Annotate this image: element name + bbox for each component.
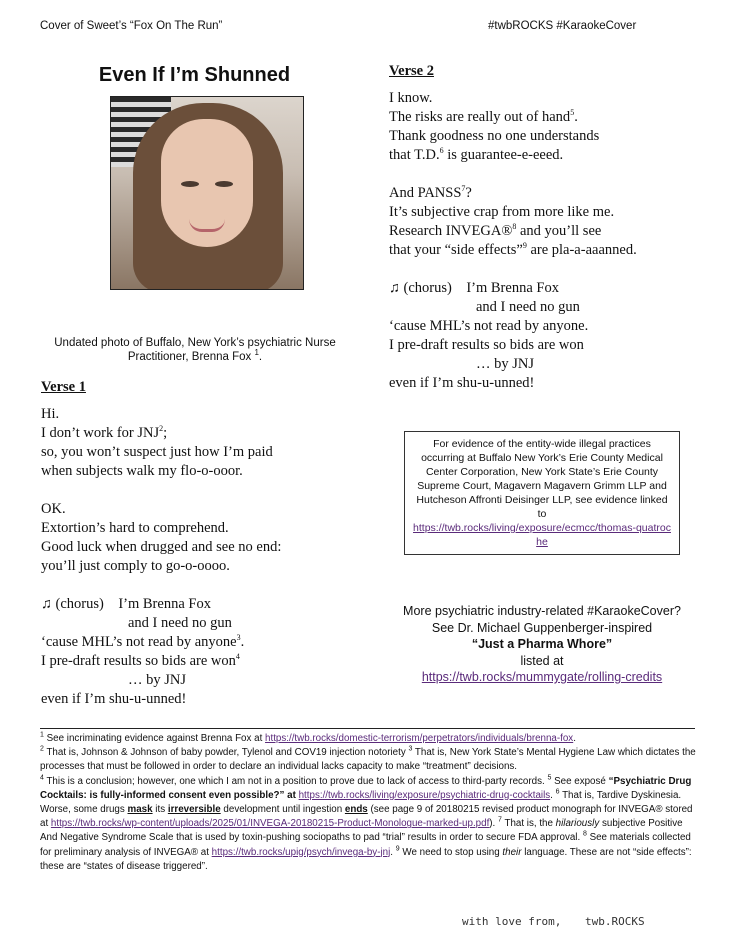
chorus-line: I pre-draft results so bids are won <box>389 337 584 353</box>
evidence-box <box>404 431 680 555</box>
more-line: See Dr. Michael Guppenberger-inspired <box>431 620 653 635</box>
footnote-2-3: $^2$ That is, Johnson & Johnson of baby powder, Tylenol and COV19 injection notoriety $^3$ That is, New York State’s Mental Hygiene Law which dictates the processes that must be followed in order to declare an individual lacks capacity to make “treatment” decisions. <box>40 745 696 773</box>
lyric-line: Good luck when drugged and see no end: <box>41 539 282 555</box>
signature-love: with love from, <box>462 915 562 928</box>
lyric-line: that T.D.$^6$ is guarantee-e-eeed. <box>389 146 564 163</box>
lyric-line: The risks are really out of hand$^5$. <box>389 108 578 125</box>
lyric-line: It’s subjective crap from more like me. <box>389 204 615 220</box>
chorus-line: ♫ (chorus) I’m Brenna Fox <box>41 596 211 612</box>
photo-caption: Undated photo of Buffalo, New York’s psychiatric Nurse Practitioner, Brenna Fox $^1$. <box>54 337 336 363</box>
header-right: #twbROCKS #KaraokeCover <box>488 20 637 32</box>
footnote-1: $^1$ See incriminating evidence against Brenna Fox at https://twb.rocks/domestic-terrorism/perpetrators/individuals/brenna-fox. <box>40 731 576 744</box>
footnotes <box>40 732 700 874</box>
lyric-line: that your “side effects”$^9$ are pla-a-aaanned. <box>389 241 637 258</box>
chorus-line: ‘cause MHL’s not read by anyone. <box>389 318 589 334</box>
chorus-line: ‘cause MHL’s not read by anyone$^3$. <box>41 633 245 650</box>
more-line: listed at <box>520 653 564 668</box>
chorus-line: even if I’m shu-u-unned! <box>389 375 535 391</box>
chorus-line: … by JNJ <box>476 356 535 372</box>
lyric-line: And PANSS$^7$? <box>389 184 472 201</box>
footnote-5-link[interactable]: https://twb.rocks/living/exposure/psychiatric-drug-cocktails <box>298 789 551 801</box>
lyric-line: I don’t work for JNJ$^2$; <box>41 424 168 441</box>
lyric-line: Extortion’s hard to comprehend. <box>41 520 229 536</box>
chorus-line: and I need no gun <box>128 615 232 631</box>
footnote-1-link[interactable]: https://twb.rocks/domestic-terrorism/perpetrators/individuals/brenna-fox <box>265 733 574 744</box>
chorus-line: I pre-draft results so bids are won$^4$ <box>41 652 240 669</box>
more-line: More psychiatric industry-related #KaraokeCover? <box>403 604 681 618</box>
footnote-6-link[interactable]: https://twb.rocks/wp-content/uploads/2025/01/INVEGA-20180215-Product-Monologue-marked-up.pdf <box>50 818 490 830</box>
music-note-icon: ♫ <box>389 280 400 296</box>
lyric-line: Hi. <box>41 406 60 422</box>
lyric-line: I know. <box>389 90 433 106</box>
more-title: “Just a Pharma Whore” <box>471 637 613 651</box>
chorus-line: even if I’m shu-u-unned! <box>41 691 187 707</box>
page-title: Even If I’m Shunned <box>98 64 291 86</box>
verse-1 <box>41 379 361 709</box>
evidence-link[interactable]: https://twb.rocks/living/exposure/ecmcc/thomas-quatroche <box>413 522 671 548</box>
portrait-photo <box>110 96 304 290</box>
lyric-line: when subjects walk my flo-o-ooor. <box>41 463 243 479</box>
lyric-line: you’ll just comply to go-o-oooo. <box>41 558 230 574</box>
more-covers <box>384 603 700 686</box>
chorus-line: and I need no gun <box>476 299 580 315</box>
rolling-credits-link[interactable]: https://twb.rocks/mummygate/rolling-credits <box>421 670 663 684</box>
signature-brand: twb.ROCKS <box>585 915 645 928</box>
face-shape <box>161 119 253 247</box>
music-note-icon: ♫ <box>41 596 52 612</box>
lyric-line: so, you won’t suspect just how I’m paid <box>41 444 273 460</box>
footnote-4-5: $^4$ This is a conclusion; however, one which I am not in a position to prove due to lack of access to third-party records. $^5$ See exposé “Psychiatric Drug Cocktails: is fully-informed consent even possible?” at https://twb.rocks/living/exposure/psychiatric-drug-cocktails. $^6$ That is, Tardive Dyskinesia. Worse, some drugs mask its irreversible development until ingestion ends (see page 9 of 20180215 revised product monograph for INVEGA® stored at https://twb.rocks/wp-content/uploads/2025/01/INVEGA-20180215-Product-Monologue-marked-up.pdf). $^7$ That is, the hilariously subjective Positive And Negative Syndrome Scale that is used by toxin-pushing sociopaths to pad “trial” results in order to secure FDA approval. $^8$ See materials collected for preliminary analysis of INVEGA® at https://twb.rocks/upig/psych/invega-by-jnj. $^9$ We need to stop using their language. These are not “side effects”: these are “states of disease triggered”. <box>40 774 693 872</box>
header-left: Cover of Sweet’s “Fox On The Run” <box>40 20 223 32</box>
chorus-line: … by JNJ <box>128 672 187 688</box>
chorus-line: ♫ (chorus) I’m Brenna Fox <box>389 280 559 296</box>
verse-2-heading: Verse 2 <box>389 63 434 79</box>
footnote-8-link[interactable]: https://twb.rocks/upig/psych/invega-by-jnj <box>211 846 391 858</box>
lyric-line: Research INVEGA®$^8$ and you’ll see <box>389 222 602 239</box>
lyric-line: Thank goodness no one understands <box>389 128 600 144</box>
verse-1-heading: Verse 1 <box>41 379 86 395</box>
lyric-line: OK. <box>41 501 66 517</box>
evidence-text: For evidence of the entity-wide illegal practices occurring at Buffalo New York’s Erie County Medical Center Corporation, New York State’s Erie County Supreme Court, Magavern Magavern Grimm LLP and Hutcheson Affronti Deisinger LLP, see evidence linked to <box>416 438 668 520</box>
footnote-divider <box>40 728 695 729</box>
verse-2 <box>389 63 709 393</box>
